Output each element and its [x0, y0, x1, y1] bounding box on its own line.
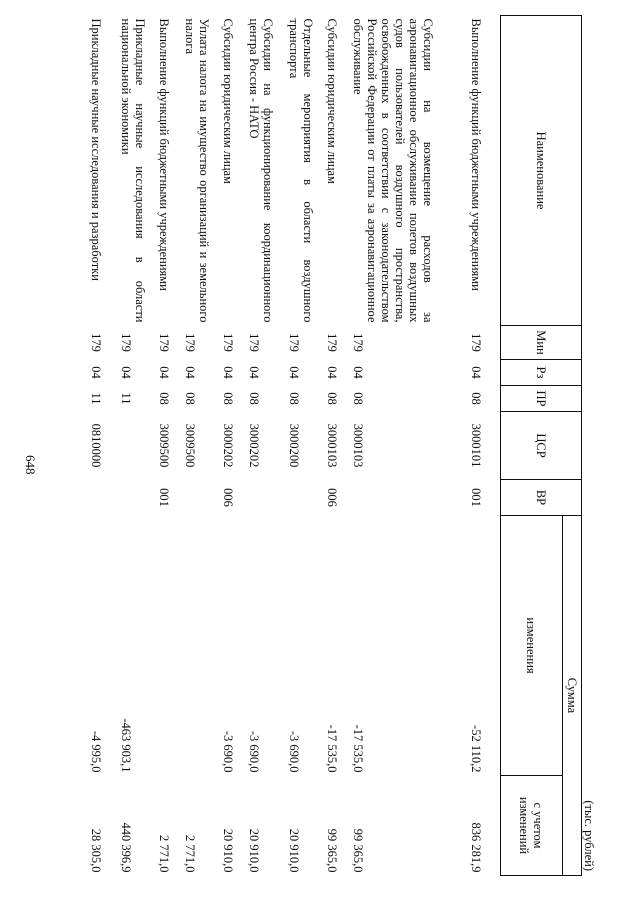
- row-pr: 08: [351, 392, 366, 405]
- row-csr: 0810000: [89, 423, 104, 468]
- row-min: 179: [351, 333, 366, 352]
- row-min: 179: [183, 333, 198, 352]
- row-pr: 08: [157, 392, 172, 405]
- row-change: -463 903,1: [119, 718, 134, 773]
- header-pr: ПР: [501, 386, 582, 412]
- table-row: [87, 16, 117, 876]
- row-name: Выполнение функций бюджетными учреждениями: [157, 18, 172, 291]
- budget-table: [87, 15, 583, 876]
- page-number: 648: [23, 455, 38, 475]
- row-min: 179: [287, 333, 302, 352]
- row-rz: 04: [469, 366, 484, 379]
- row-min: 179: [157, 333, 172, 352]
- row-rz: 04: [157, 366, 172, 379]
- header-csr: ЦСР: [501, 412, 582, 480]
- row-pr: 08: [287, 392, 302, 405]
- header-sum: Сумма: [563, 516, 582, 876]
- row-vr: [87, 480, 117, 516]
- row-total: 20 910,0: [287, 828, 302, 873]
- rotated-document: [89, 15, 596, 875]
- header-min: Мин: [501, 326, 582, 360]
- row-csr: 3009500: [183, 423, 198, 468]
- table-row: [323, 16, 349, 876]
- row-rz: 04: [325, 366, 340, 379]
- row-vr: 006: [325, 488, 340, 507]
- header-rz: Рз: [501, 360, 582, 386]
- row-total: 20 910,0: [221, 828, 236, 873]
- row-change: -52 110,2: [469, 725, 484, 773]
- table-row: [117, 16, 155, 876]
- table-row: [181, 16, 219, 876]
- row-change: -3 690,0: [221, 730, 236, 773]
- table-row: [219, 16, 245, 876]
- row-total: 20 910,0: [247, 828, 262, 873]
- row-total: 440 396,9: [119, 822, 134, 873]
- row-csr: 3000202: [221, 423, 236, 468]
- row-vr: 001: [157, 488, 172, 507]
- header-change: изменения: [501, 516, 563, 776]
- row-pr: 08: [469, 392, 484, 405]
- row-csr: 3000200: [287, 423, 302, 468]
- row-rz: 04: [247, 366, 262, 379]
- row-name: Уплата налога на имущество организаций и земельного налога: [183, 18, 212, 323]
- row-vr: 006: [221, 488, 236, 507]
- header-vr: ВР: [501, 480, 582, 516]
- row-total: 2 771,0: [183, 835, 198, 873]
- header-with-change: с учетом изменений: [501, 776, 563, 876]
- row-csr: 3000103: [351, 423, 366, 468]
- row-vr: [349, 480, 467, 516]
- row-total: 2 771,0: [157, 835, 172, 873]
- row-rz: 04: [221, 366, 236, 379]
- row-name: Выполнение функций бюджетными учреждениями: [469, 18, 484, 291]
- row-csr: 3000103: [325, 423, 340, 468]
- row-name: Прикладные научные исследования и разработки: [89, 18, 104, 281]
- row-rz: 04: [119, 366, 134, 379]
- row-csr: [117, 412, 155, 480]
- row-total: 836 281,9: [469, 822, 484, 873]
- row-change: -3 690,0: [247, 730, 262, 773]
- row-name: Субсидии юридическим лицам: [221, 18, 236, 184]
- row-pr: 08: [325, 392, 340, 405]
- row-name: Субсидии на функционирование координационного центра Россия - НАТО: [247, 18, 276, 323]
- row-change: -17 535,0: [351, 724, 366, 773]
- table-body: [87, 16, 501, 876]
- row-min: 179: [325, 333, 340, 352]
- row-total: 99 365,0: [325, 828, 340, 873]
- row-name: Субсидии юридическим лицам: [325, 18, 340, 184]
- table-row: [285, 16, 323, 876]
- row-rz: 04: [89, 366, 104, 379]
- row-total: 99 365,0: [351, 828, 366, 873]
- row-min: 179: [247, 333, 262, 352]
- row-vr: [245, 480, 285, 516]
- table-row: [467, 16, 501, 876]
- row-csr: 3000202: [247, 423, 262, 468]
- row-change: -17 535,0: [325, 724, 340, 773]
- row-vr: [181, 480, 219, 516]
- row-pr: 11: [89, 392, 104, 405]
- row-vr: [117, 480, 155, 516]
- table-row: [245, 16, 285, 876]
- row-rz: 04: [183, 366, 198, 379]
- row-pr: 08: [247, 392, 262, 405]
- row-rz: 04: [287, 366, 302, 379]
- row-min: 179: [89, 333, 104, 352]
- row-csr: 3000101: [469, 423, 484, 468]
- row-change: [155, 516, 181, 776]
- row-min: 179: [119, 333, 134, 352]
- row-vr: 001: [469, 488, 484, 507]
- row-change: -3 690,0: [287, 730, 302, 773]
- row-change: -4 995,0: [89, 730, 104, 773]
- row-pr: 08: [183, 392, 198, 405]
- row-name: Отдельные мероприятия в области воздушного транспорта: [287, 18, 316, 323]
- units-label: (тыс. рублей): [582, 800, 596, 871]
- header-name: Наименование: [501, 16, 582, 326]
- row-pr: 11: [119, 392, 134, 405]
- row-csr: 3009500: [157, 423, 172, 468]
- table-row: [155, 16, 181, 876]
- row-rz: 04: [351, 366, 366, 379]
- row-total: 28 305,0: [89, 828, 104, 873]
- row-min: 179: [221, 333, 236, 352]
- table-row: [349, 16, 467, 876]
- row-change: [181, 516, 219, 776]
- row-name: Субсидии на возмещение расходов за аэронавигационное обслуживание полетов воздушных судов пользователей воздушного пространства, освобожденных в соответствии с законодательством Российской Федерации от платы за аэронавигационное обслуживание: [351, 18, 436, 323]
- row-pr: 08: [221, 392, 236, 405]
- row-min: 179: [469, 333, 484, 352]
- row-name: Прикладные научные исследования в области национальной экономики: [119, 18, 148, 323]
- row-vr: [285, 480, 323, 516]
